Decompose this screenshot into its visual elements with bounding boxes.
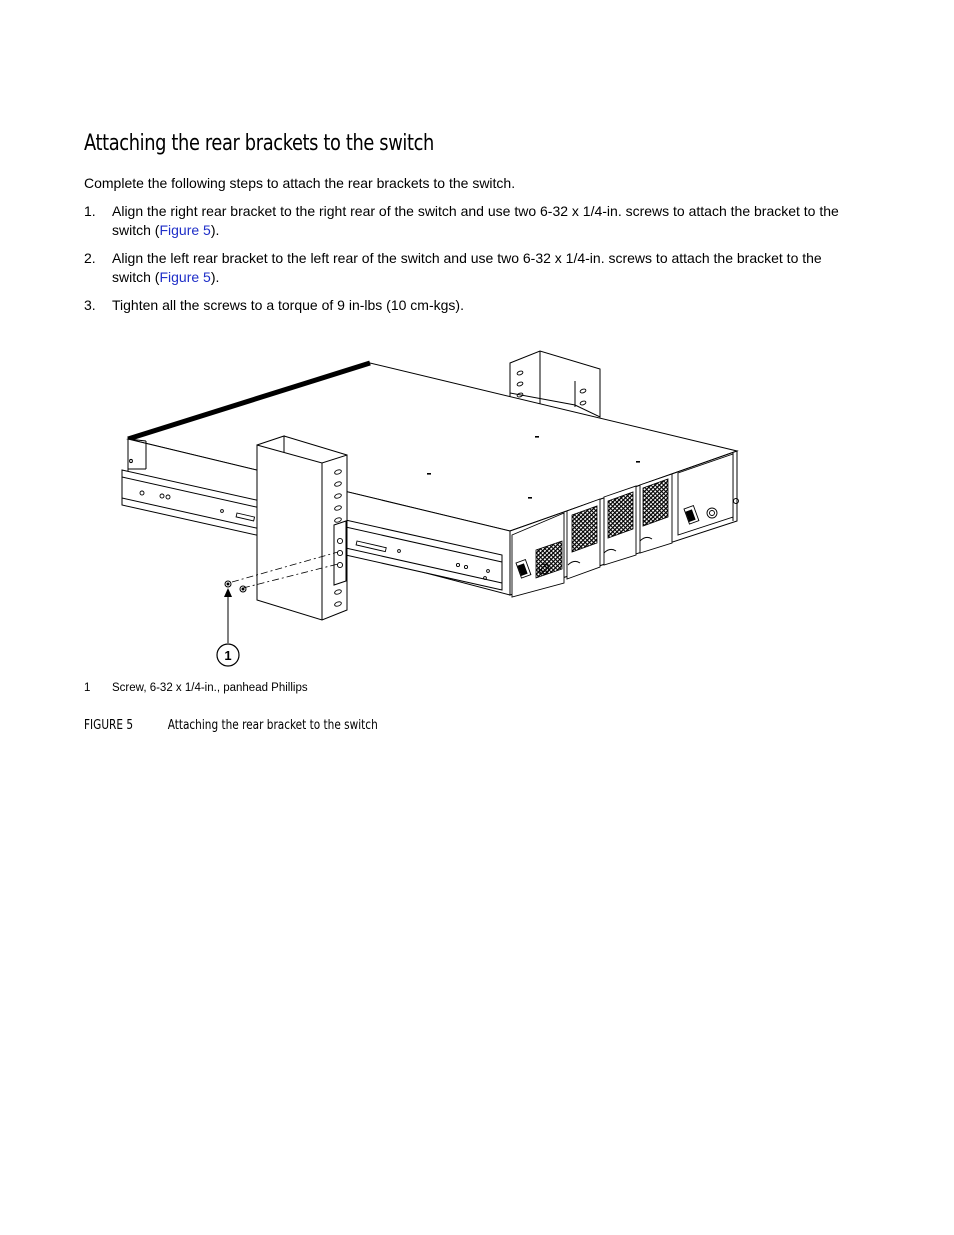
intro-paragraph: Complete the following steps to attach the rear brackets to the switch. (84, 175, 516, 191)
callout-number: 1 (224, 648, 232, 663)
step-number: 2. (84, 250, 96, 266)
steps-list (84, 202, 854, 324)
step-number: 3. (84, 297, 96, 313)
switch-chassis (122, 363, 739, 597)
step-item (84, 296, 854, 315)
step-number: 1. (84, 203, 96, 219)
caption-label: FIGURE 5 (84, 718, 134, 733)
figure-link[interactable]: Figure 5 (159, 269, 211, 285)
section-heading: Attaching the rear brackets to the switch (84, 131, 435, 156)
callout-arrow (217, 588, 239, 666)
step-text-end: ). (210, 222, 220, 238)
step-text: Align the left rear bracket to the left rear of the switch and use two 6-32 x 1/4-in. screws to attach the bracket to the switch ( (112, 250, 822, 285)
step-text: Tighten all the screws to a torque of 9 in-lbs (10 cm-kgs). (112, 297, 464, 313)
step-text: Align the right rear bracket to the right rear of the switch and use two 6-32 x 1/4-in. screws to attach the bracket to the switch ( (112, 203, 839, 238)
rear-bracket-illustration (112, 345, 752, 675)
legend-text: Screw, 6-32 x 1/4-in., panhead Phillips (112, 682, 308, 694)
caption-text: Attaching the rear bracket to the switch (167, 718, 378, 733)
figure-caption (84, 717, 378, 735)
figure-legend (84, 681, 308, 696)
near-rear-bracket (257, 436, 347, 620)
step-item (84, 249, 854, 287)
step-text-end: ). (210, 269, 220, 285)
step-item (84, 202, 854, 240)
legend-number: 1 (84, 682, 91, 694)
figure-link[interactable]: Figure 5 (159, 222, 211, 238)
